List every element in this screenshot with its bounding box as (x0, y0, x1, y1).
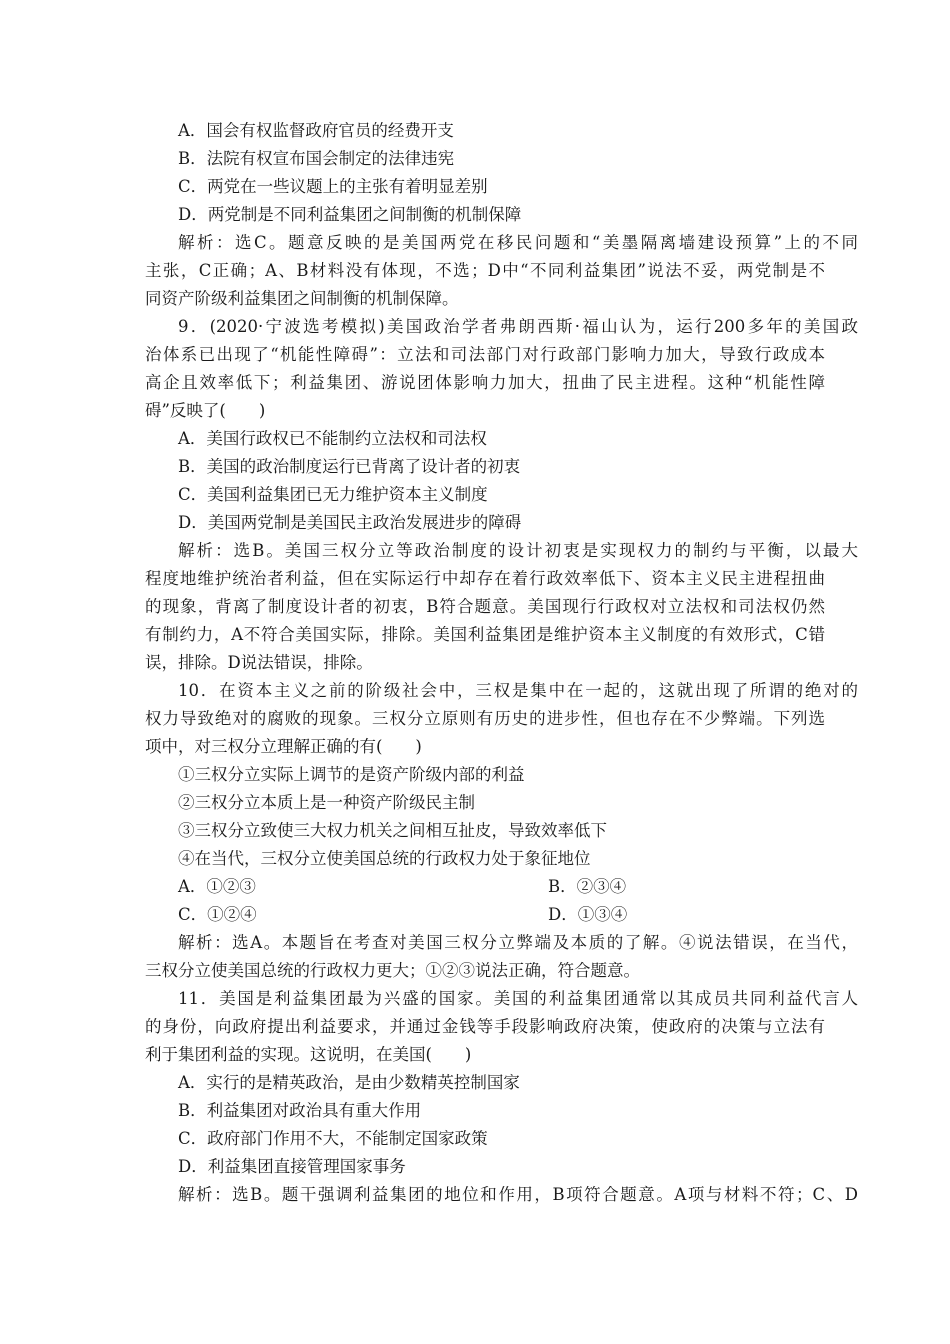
q8-option-c: C．两党在一些议题上的主张有着明显差别 (178, 177, 488, 196)
q11-option-d: D．利益集团直接管理国家事务 (178, 1157, 406, 1176)
q10-analysis-line: 三权分立使美国总统的行政权力更大；①②③说法正确，符合题意。 (145, 961, 640, 980)
q10-option-b: B．②③④ (548, 877, 627, 896)
q10-stem-line: 10．在资本主义之前的阶级社会中，三权是集中在一起的，这就出现了所谓的绝对的 (178, 681, 858, 700)
q9-option-c: C．美国利益集团已无力维护资本主义制度 (178, 485, 488, 504)
q9-option-d: D．美国两党制是美国民主政治发展进步的障碍 (178, 513, 522, 532)
q10-option-c: C．①②④ (178, 905, 257, 924)
q11-option-b: B．利益集团对政治具有重大作用 (178, 1101, 422, 1120)
q11-stem-line: 11．美国是利益集团最为兴盛的国家。美国的利益集团通常以其成员共同利益代言人 (178, 989, 858, 1008)
q9-analysis-line: 的现象，背离了制度设计者的初衷，B符合题意。美国现行行政权对立法权和司法权仍然 (145, 597, 825, 616)
q9-stem-line: 9．(2020·宁波选考模拟)美国政治学者弗朗西斯·福山认为，运行200多年的美国政 (178, 317, 858, 336)
q11-stem-line: 利于集团利益的实现。这说明，在美国( ) (145, 1045, 472, 1064)
q10-stem-line: 权力导致绝对的腐败的现象。三权分立原则有历史的进步性，但也存在不少弊端。下列选 (145, 709, 825, 728)
q10-statement-3: ③三权分立致使三大权力机关之间相互扯皮，导致效率低下 (178, 821, 607, 840)
q10-stem-line: 项中，对三权分立理解正确的有( ) (145, 737, 422, 756)
q9-stem-line: 治体系已出现了“机能性障碍”：立法和司法部门对行政部门影响力加大，导致行政成本 (145, 345, 825, 364)
q11-option-c: C．政府部门作用不大，不能制定国家政策 (178, 1129, 488, 1148)
q10-statement-4: ④在当代，三权分立使美国总统的行政权力处于象征地位 (178, 849, 591, 868)
q11-stem-line: 的身份，向政府提出利益要求，并通过金钱等手段影响政府决策，使政府的决策与立法有 (145, 1017, 825, 1036)
q9-analysis-line: 有制约力，A不符合美国实际，排除。美国利益集团是维护资本主义制度的有效形式，C错 (145, 625, 825, 644)
q9-analysis-line: 程度地维护统治者利益，但在实际运行中却存在着行政效率低下、资本主义民主进程扭曲 (145, 569, 825, 588)
q10-options-row (145, 901, 858, 929)
q9-option-b: B．美国的政治制度运行已背离了设计者的初衷 (178, 457, 521, 476)
q9-analysis-line: 解析：选B。美国三权分立等政治制度的设计初衷是实现权力的制约与平衡，以最大 (178, 541, 858, 560)
q8-option-b: B．法院有权宣布国会制定的法律违宪 (178, 149, 455, 168)
q9-option-a: A．美国行政权已不能制约立法权和司法权 (178, 429, 487, 448)
q10-option-d: D．①③④ (548, 905, 628, 924)
q8-analysis-line: 解析：选C。题意反映的是美国两党在移民问题和“美墨隔离墙建设预算”上的不同 (178, 233, 858, 252)
q10-statement-2: ②三权分立本质上是一种资产阶级民主制 (178, 793, 475, 812)
q8-option-a: A．国会有权监督政府官员的经费开支 (178, 121, 454, 140)
q10-options-row (145, 873, 858, 901)
q10-option-a: A．①②③ (178, 877, 256, 896)
q9-analysis-line: 误，排除。D说法错误，排除。 (145, 653, 373, 672)
q8-option-d: D．两党制是不同利益集团之间制衡的机制保障 (178, 205, 522, 224)
q9-stem-line: 碍”反映了( ) (145, 401, 266, 420)
q11-analysis-line: 解析：选B。题干强调利益集团的地位和作用，B项符合题意。A项与材料不符；C、D (178, 1185, 858, 1204)
q10-statement-1: ①三权分立实际上调节的是资产阶级内部的利益 (178, 765, 525, 784)
q11-option-a: A．实行的是精英政治，是由少数精英控制国家 (178, 1073, 520, 1092)
q8-analysis-line: 同资产阶级利益集团之间制衡的机制保障。 (145, 289, 459, 308)
q10-analysis-line: 解析：选A。本题旨在考查对美国三权分立弊端及本质的了解。④说法错误，在当代， (178, 933, 858, 952)
q9-stem-line: 高企且效率低下；利益集团、游说团体影响力加大，扭曲了民主进程。这种“机能性障 (145, 373, 825, 392)
q8-analysis-line: 主张，C正确；A、B材料没有体现，不选；D中“不同利益集团”说法不妥，两党制是不 (145, 261, 825, 280)
